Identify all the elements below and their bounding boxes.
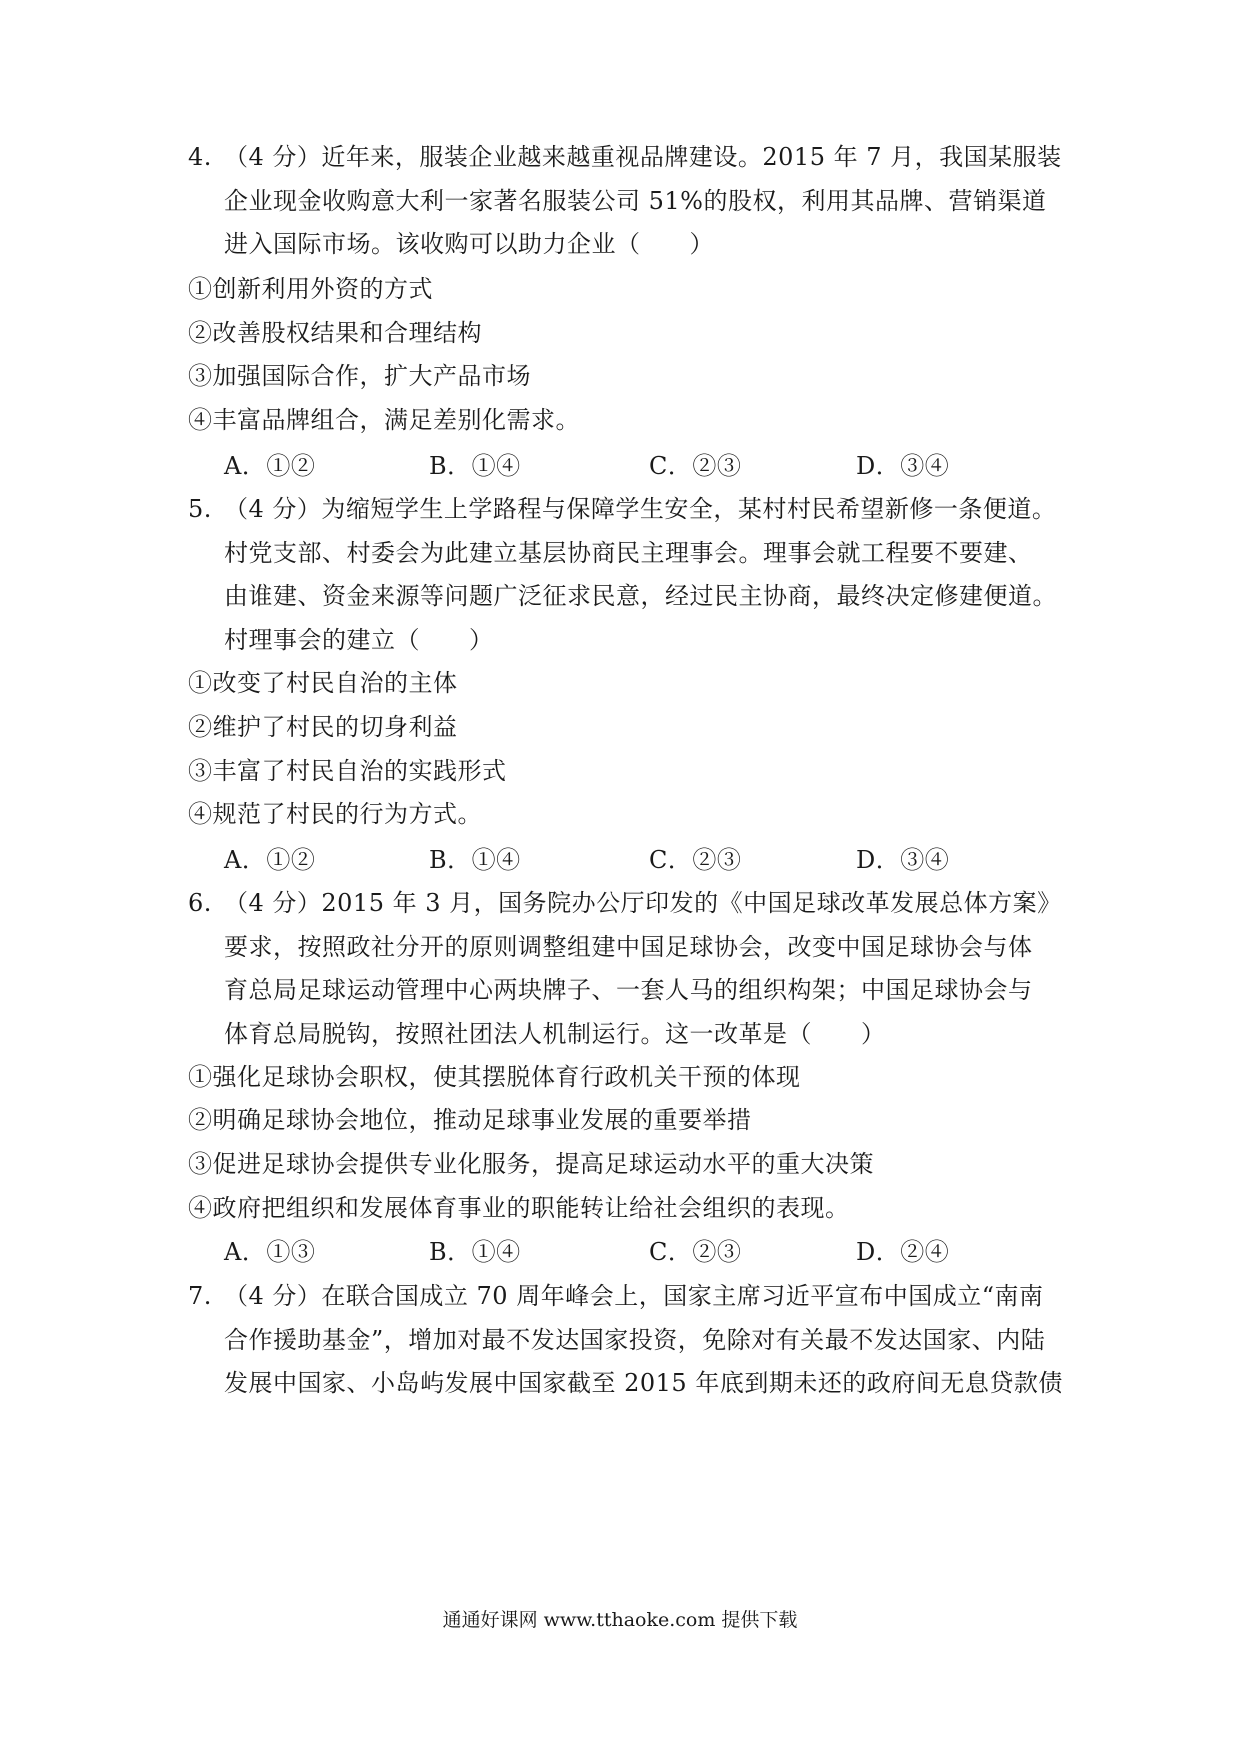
choice-a[interactable]: A．①② (224, 452, 316, 480)
answer-choices (224, 451, 950, 481)
choice-b[interactable]: B．①④ (429, 452, 521, 480)
question-stem-line: （4 分）近年来，服装企业越来越重视品牌建设。2015 年 7 月，我国某服装 (224, 143, 1062, 171)
choice-b[interactable]: B．①④ (429, 1238, 521, 1266)
statement-option: ③促进足球协会提供专业化服务，提高足球运动水平的重大决策 (188, 1150, 874, 1178)
answer-choices (224, 845, 950, 875)
statement-option: ③加强国际合作，扩大产品市场 (188, 362, 531, 390)
question-stem-line: 育总局足球运动管理中心两块牌子、一套人马的组织构架；中国足球协会与 (224, 976, 1033, 1004)
answer-choices (224, 1237, 950, 1267)
statement-option: ④规范了村民的行为方式。 (188, 800, 482, 828)
question-stem-line: 进入国际市场。该收购可以助力企业（ ） (224, 230, 714, 258)
question-stem-line: 合作援助基金”，增加对最不发达国家投资，免除对有关最不发达国家、内陆 (224, 1326, 1046, 1354)
question-stem-line: 企业现金收购意大利一家著名服装公司 51%的股权，利用其品牌、营销渠道 (224, 187, 1047, 215)
question-stem-line: （4 分）为缩短学生上学路程与保障学生安全，某村村民希望新修一条便道。 (224, 495, 1057, 523)
statement-option: ②维护了村民的切身利益 (188, 713, 458, 741)
choice-c[interactable]: C．②③ (649, 1238, 742, 1266)
statement-option: ②改善股权结果和合理结构 (188, 319, 482, 347)
question-stem-line: 体育总局脱钩，按照社团法人机制运行。这一改革是（ ） (224, 1020, 886, 1048)
statement-option: ①创新利用外资的方式 (188, 275, 433, 303)
question-stem-line: （4 分）在联合国成立 70 周年峰会上，国家主席习近平宣布中国成立“南南 (224, 1282, 1044, 1310)
question-stem-line: （4 分）2015 年 3 月，国务院办公厅印发的《中国足球改革发展总体方案》 (224, 889, 1062, 917)
choice-d[interactable]: D．②④ (856, 1238, 950, 1266)
choice-d[interactable]: D．③④ (856, 846, 950, 874)
choice-c[interactable]: C．②③ (649, 452, 742, 480)
choice-b[interactable]: B．①④ (429, 846, 521, 874)
choice-d[interactable]: D．③④ (856, 452, 950, 480)
choice-a[interactable]: A．①③ (224, 1238, 316, 1266)
statement-option: ①改变了村民自治的主体 (188, 669, 458, 697)
question-stem-line: 发展中国家、小岛屿发展中国家截至 2015 年底到期未还的政府间无息贷款债 (224, 1369, 1063, 1397)
question-stem-line: 村党支部、村委会为此建立基层协商民主理事会。理事会就工程要不要建、 (224, 539, 1033, 567)
question-stem-line: 村理事会的建立（ ） (224, 626, 494, 654)
statement-option: ③丰富了村民自治的实践形式 (188, 757, 507, 785)
page-footer: 通通好课网 www.tthaoke.com 提供下载 (442, 1609, 798, 1631)
exam-page: 4. （4 分）近年来，服装企业越来越重视品牌建设。2015 年 7 月，我国某服装 企业现金收购意大利一家著名服装公司 51%的股权，利用其品牌、营销渠道 进入国际市场。该收购可以助力企业（ ） ①创新利用外资的方式 ②改善股权结果和合理结构 ③加强国际合作，扩大产品市场 ④丰富品牌组合，满足差别化需求。 A．①② B．①④ C．②③ D．③④ 5. （4 分）为缩短学生上学路程与保障学生安全，某村村民希望新修一条便道。 村党支部、村委会为此建立基层协商民主理事会。理事会就工程要不要建、 由谁建、资金来源等问题广泛征求民意，经过民主协商，最终决定修建便道。 村理事会的建立（ ） ①改变了村民自治的主体 ②维护了村民的切身利益 ③丰富了村民自治的实践形式 ④规范了村民的行为方式。 A．①② B．①④ C．②③ D．③④ 6. （4 分）2015 年 3 月，国务院办公厅印发的《中国足球改革发展总体方案》 要求，按照政社分开的原则调整组建中国足球协会，改变中国足球协会与体 育总局足球运动管理中心两块牌子、一套人马的组织构架；中国足球协会与 体育总局脱钩，按照社团法人机制运行。这一改革是（ ） ①强化足球协会职权，使其摆脱体育行政机关干预的体现 ②明确足球协会地位，推动足球事业发展的重要举措 ③促进足球协会提供专业化服务，提高足球运动水平的重大决策 ④政府把组织和发展体育事业的职能转让给社会组织的表现。 A．①③ B．①④ C．②③ D．②④ 7. （4 分）在联合国成立 70 周年峰会上，国家主席习近平宣布中国成立“南南 合作援助基金”，增加对最不发达国家投资，免除对有关最不发达国家、内陆 发展中国家、小岛屿发展中国家截至 2015 年底到期未还的政府间无息贷款债 通通好课网 www.tthaoke.com 提供下载 (0, 0, 1240, 1754)
question-stem-line: 由谁建、资金来源等问题广泛征求民意，经过民主协商，最终决定修建便道。 (224, 582, 1057, 610)
choice-c[interactable]: C．②③ (649, 846, 742, 874)
question-stem-line: 要求，按照政社分开的原则调整组建中国足球协会，改变中国足球协会与体 (224, 933, 1033, 961)
choice-a[interactable]: A．①② (224, 846, 316, 874)
statement-option: ①强化足球协会职权，使其摆脱体育行政机关干预的体现 (188, 1063, 801, 1091)
statement-option: ②明确足球协会地位，推动足球事业发展的重要举措 (188, 1106, 752, 1134)
statement-option: ④政府把组织和发展体育事业的职能转让给社会组织的表现。 (188, 1194, 850, 1222)
statement-option: ④丰富品牌组合，满足差别化需求。 (188, 406, 580, 434)
